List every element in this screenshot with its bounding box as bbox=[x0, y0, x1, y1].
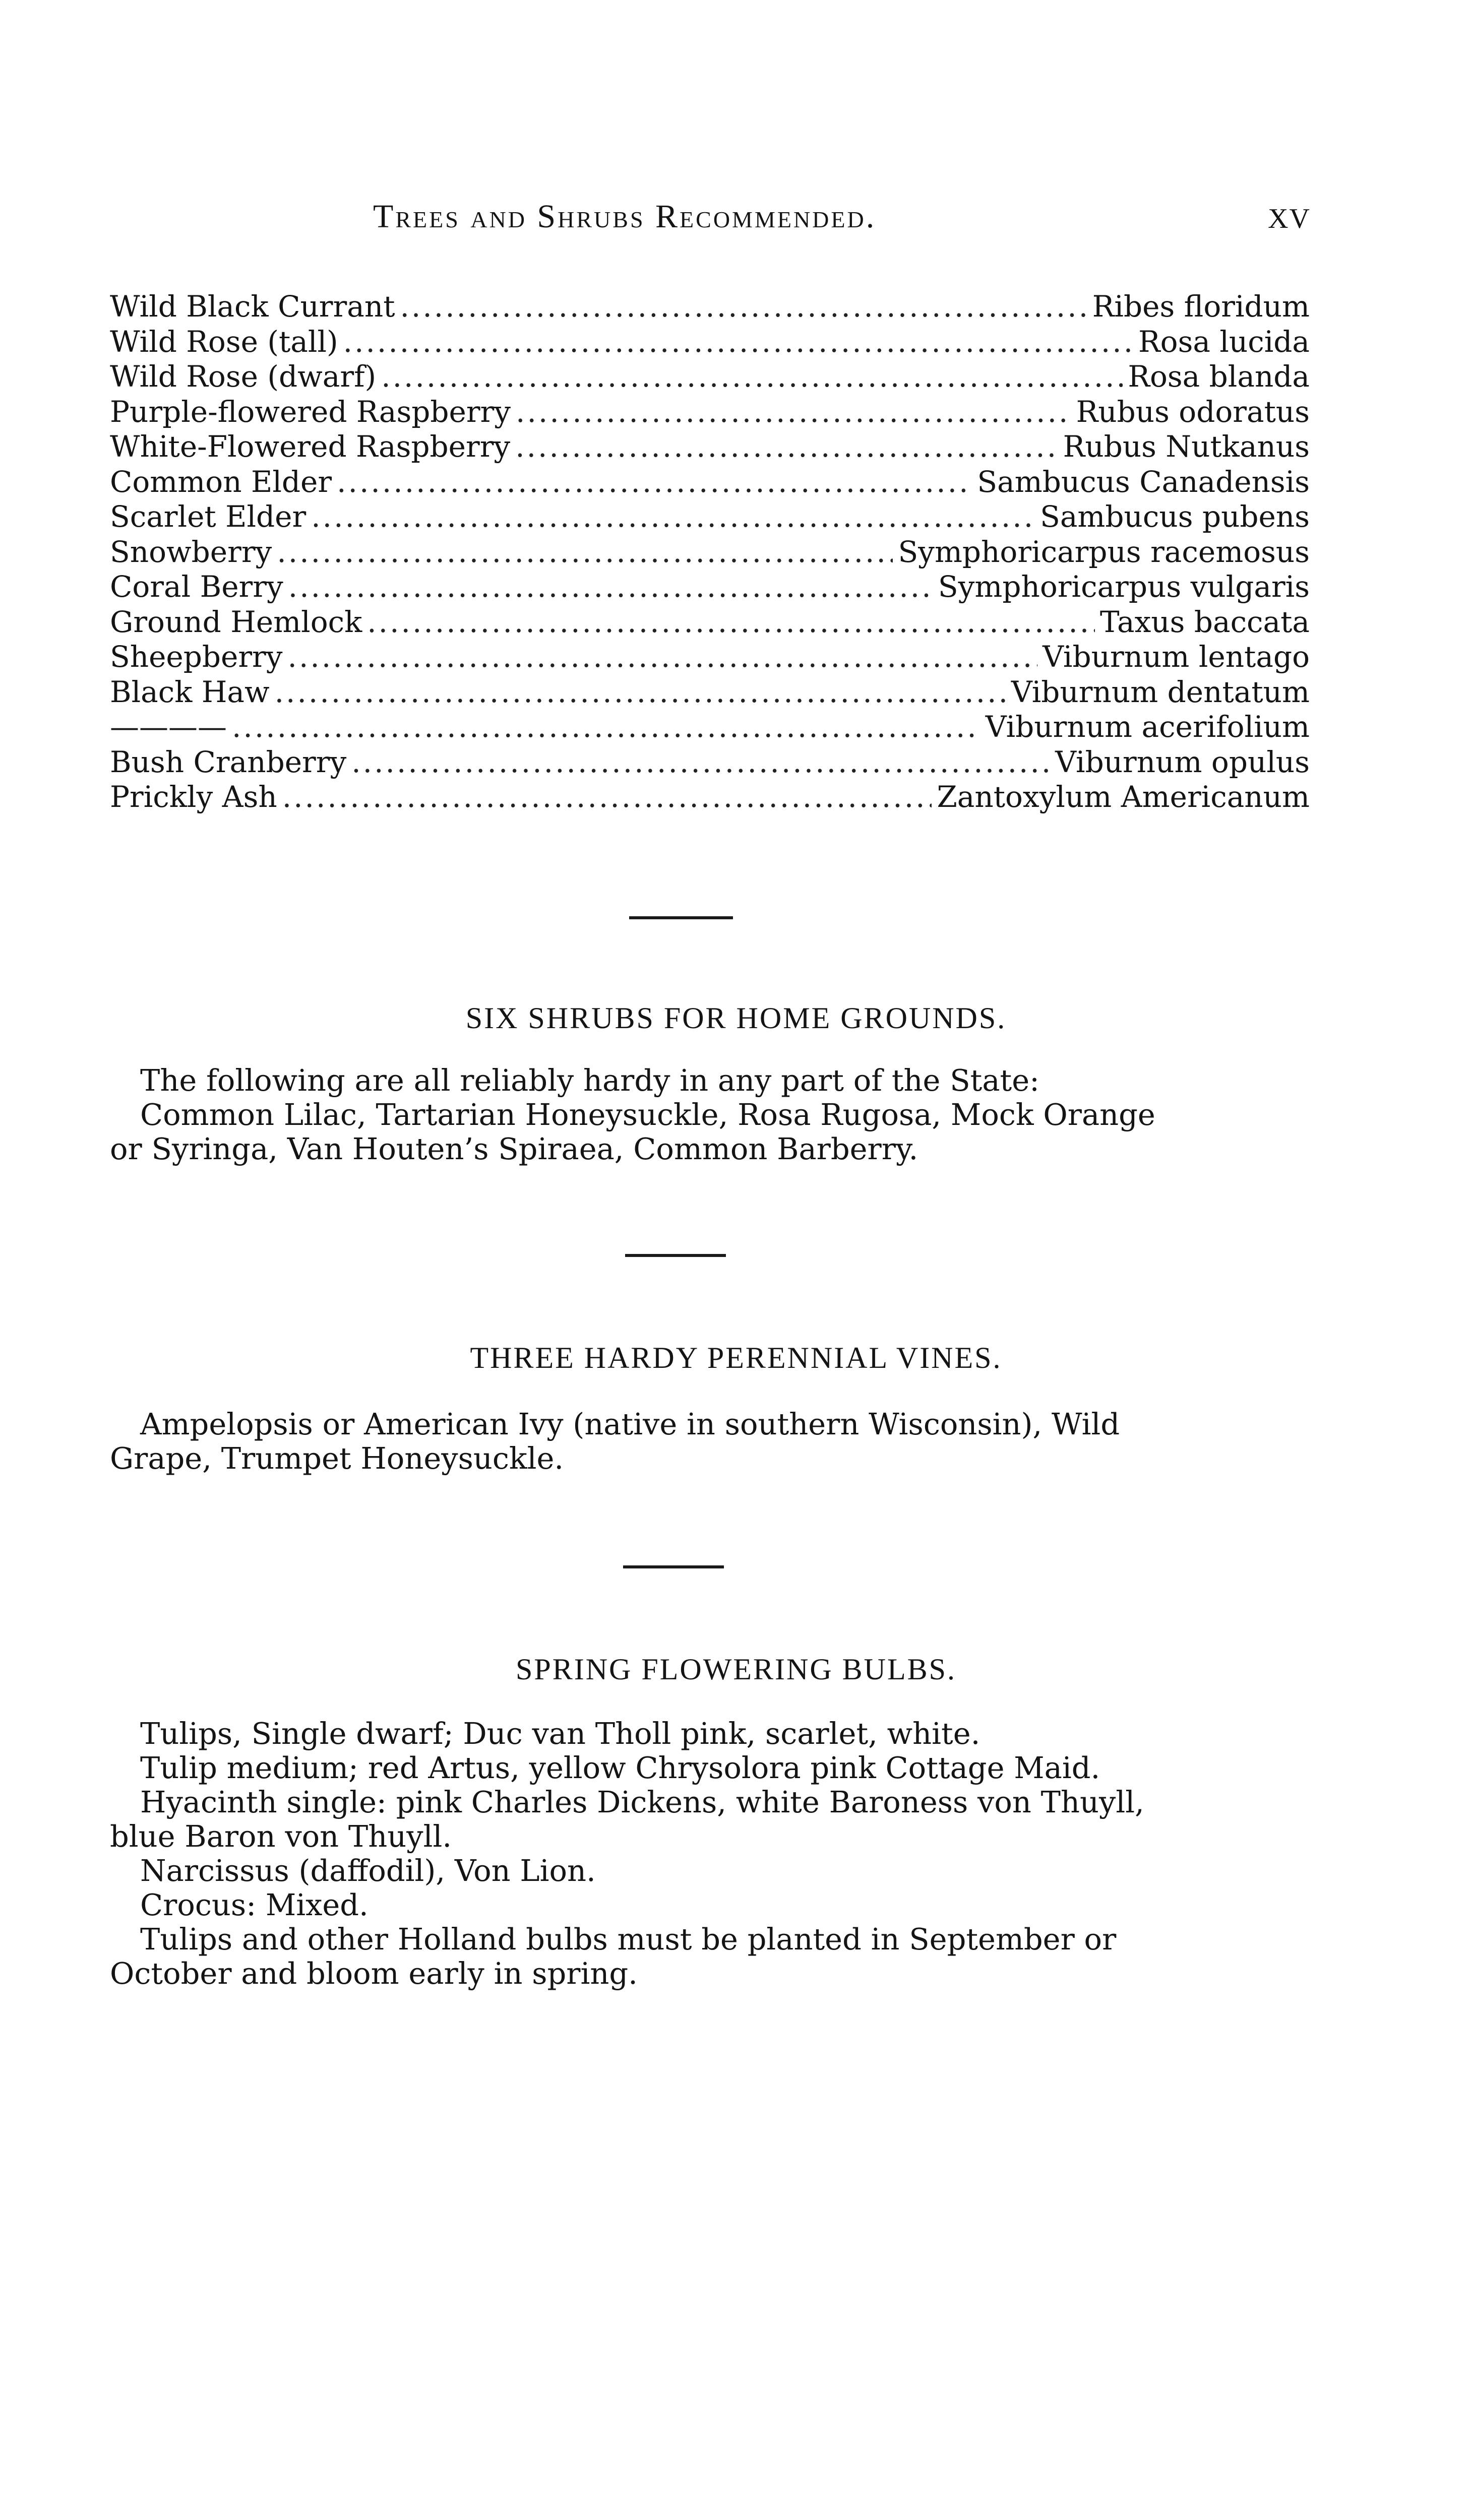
dot-leader bbox=[337, 465, 972, 500]
common-name: Purple-flowered Raspberry bbox=[110, 394, 511, 429]
species-row bbox=[110, 325, 1310, 360]
dot-leader bbox=[275, 675, 1006, 710]
common-name: White-Flowered Raspberry bbox=[110, 429, 511, 464]
latin-name: Rubus odoratus bbox=[1076, 394, 1310, 429]
latin-name: Rosa blanda bbox=[1128, 359, 1310, 394]
species-row bbox=[110, 289, 1310, 325]
species-row bbox=[110, 359, 1310, 395]
species-row bbox=[110, 535, 1310, 570]
dot-leader bbox=[277, 535, 893, 570]
latin-name: Rosa lucida bbox=[1138, 324, 1310, 359]
paragraph-line: October and bloom early in spring. bbox=[110, 1956, 638, 1991]
common-name: Common Elder bbox=[110, 464, 332, 499]
paragraph-line: Hyacinth single: pink Charles Dickens, white Baroness von Thuyll, bbox=[140, 1785, 1144, 1819]
latin-name: Zantoxylum Americanum bbox=[937, 780, 1310, 814]
species-row bbox=[110, 499, 1310, 535]
latin-name: Symphoricarpus vulgaris bbox=[938, 570, 1310, 604]
species-row bbox=[110, 429, 1310, 465]
paragraph-line: Grape, Trumpet Honeysuckle. bbox=[110, 1441, 564, 1476]
latin-name: Viburnum lentago bbox=[1042, 640, 1310, 674]
paragraph-line: The following are all reliably hardy in any part of the State: bbox=[140, 1063, 1040, 1098]
paragraph-line: Narcissus (daffodil), Von Lion. bbox=[140, 1853, 596, 1888]
page-header bbox=[111, 198, 1311, 243]
dot-leader bbox=[288, 570, 933, 605]
species-row bbox=[110, 570, 1310, 605]
paragraph-line: Tulips, Single dwarf; Duc van Tholl pink, scarlet, white. bbox=[140, 1716, 980, 1751]
species-row bbox=[110, 745, 1310, 780]
dot-leader bbox=[400, 289, 1087, 325]
latin-name: Sambucus Canadensis bbox=[977, 464, 1310, 499]
section-title-vines: THREE HARDY PERENNIAL VINES. bbox=[470, 1341, 1002, 1374]
species-list bbox=[110, 289, 1310, 815]
vines-paragraph bbox=[110, 1407, 1310, 1476]
common-name: Black Haw bbox=[110, 674, 270, 709]
section-title-six-shrubs: SIX SHRUBS FOR HOME GROUNDS. bbox=[465, 1001, 1007, 1035]
running-head: Trees and Shrubs Recommended. bbox=[373, 198, 877, 235]
paragraph-line: Common Lilac, Tartarian Honeysuckle, Rosa Rugosa, Mock Orange bbox=[140, 1097, 1155, 1132]
common-name: Snowberry bbox=[110, 534, 272, 569]
bulbs-paragraph bbox=[110, 1717, 1310, 1991]
paragraph-line: or Syringa, Van Houten’s Spiraea, Common Barberry. bbox=[110, 1131, 918, 1166]
paragraph-line: Crocus: Mixed. bbox=[140, 1887, 369, 1922]
latin-name: Viburnum dentatum bbox=[1011, 674, 1310, 709]
section-divider bbox=[629, 916, 733, 919]
species-row bbox=[110, 640, 1310, 675]
latin-name: Viburnum acerifolium bbox=[985, 710, 1310, 744]
common-name: Coral Berry bbox=[110, 570, 283, 604]
dot-leader bbox=[516, 395, 1071, 430]
latin-name: Taxus baccata bbox=[1099, 604, 1310, 639]
common-name: Wild Black Currant bbox=[110, 289, 395, 324]
six-shrubs-paragraph bbox=[110, 1063, 1310, 1166]
species-row bbox=[110, 710, 1310, 745]
dot-leader bbox=[515, 429, 1058, 465]
species-row bbox=[110, 605, 1310, 640]
paragraph-line: Tulip medium; red Artus, yellow Chrysolora pink Cottage Maid. bbox=[140, 1750, 1100, 1785]
latin-name: Sambucus pubens bbox=[1040, 499, 1310, 534]
common-name: Scarlet Elder bbox=[110, 499, 306, 534]
common-name: Ground Hemlock bbox=[110, 604, 362, 639]
page-number: XV bbox=[1268, 203, 1311, 234]
common-name: Wild Rose (tall) bbox=[110, 324, 338, 359]
common-name: Sheepberry bbox=[110, 640, 283, 674]
dot-leader bbox=[311, 499, 1035, 535]
species-row bbox=[110, 780, 1310, 815]
paragraph-line: blue Baron von Thuyll. bbox=[110, 1819, 452, 1854]
paragraph-line: Ampelopsis or American Ivy (native in southern Wisconsin), Wild bbox=[140, 1407, 1120, 1441]
dot-leader bbox=[367, 605, 1095, 640]
species-row bbox=[110, 465, 1310, 500]
dot-leader bbox=[381, 359, 1123, 395]
latin-name: Symphoricarpus racemosus bbox=[898, 534, 1310, 569]
section-divider bbox=[623, 1565, 724, 1568]
latin-name: Viburnum opulus bbox=[1055, 744, 1310, 779]
section-title-bulbs: SPRING FLOWERING BULBS. bbox=[515, 1653, 957, 1686]
paragraph-line: Tulips and other Holland bulbs must be planted in September or bbox=[140, 1922, 1117, 1957]
latin-name: Ribes floridum bbox=[1092, 289, 1310, 324]
dot-leader bbox=[343, 325, 1133, 360]
species-row bbox=[110, 675, 1310, 710]
section-divider bbox=[625, 1254, 726, 1257]
species-row bbox=[110, 395, 1310, 430]
common-name: ———— bbox=[110, 710, 227, 744]
dot-leader bbox=[288, 640, 1038, 675]
common-name: Bush Cranberry bbox=[110, 744, 347, 779]
dot-leader bbox=[351, 745, 1050, 780]
dot-leader bbox=[282, 780, 932, 815]
common-name: Prickly Ash bbox=[110, 780, 277, 814]
latin-name: Rubus Nutkanus bbox=[1063, 429, 1310, 464]
common-name: Wild Rose (dwarf) bbox=[110, 359, 377, 394]
dot-leader bbox=[232, 710, 980, 745]
